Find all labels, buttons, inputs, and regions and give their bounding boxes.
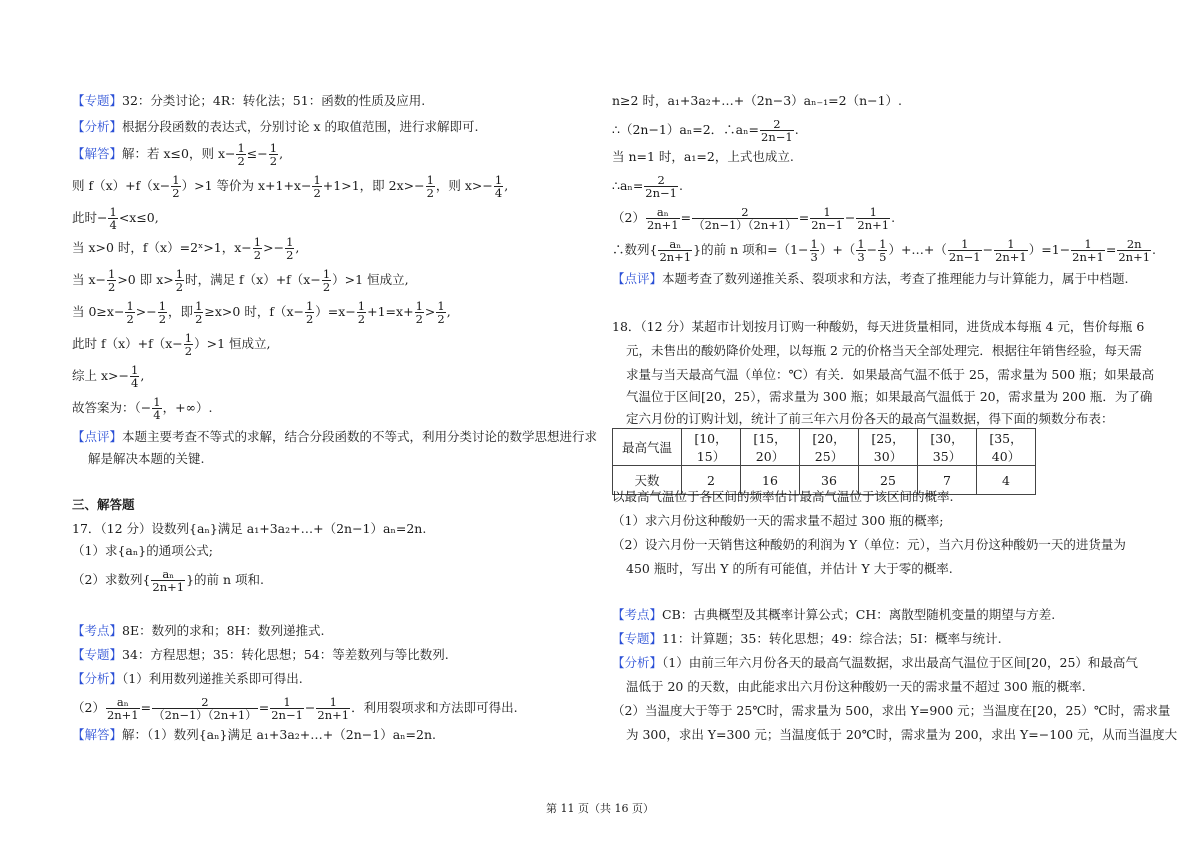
- table-cell: [25，30）: [859, 429, 918, 466]
- question-18-text: 以最高气温位于各区间的频率估计最高气温位于该区间的概率.: [612, 489, 954, 504]
- table-cell: [10，15）: [682, 429, 741, 466]
- solution-line: 综上 x>− $\frac{1}{4}$ ,: [72, 363, 145, 390]
- question-18-text: 气温位于区间[20，25），需求量为 300 瓶；如果最高气温低于 20，需求量为 200 瓶．为了确: [626, 389, 1153, 404]
- topic-line: 【专题】32：分类讨论；4R：转化法；51：函数的性质及应用.: [72, 93, 426, 108]
- analysis-line: 【分析】根据分段函数的表达式，分别讨论 x 的取值范围，进行求解即可.: [72, 119, 479, 134]
- table-cell: [30，35）: [918, 429, 977, 466]
- topic-line: 【专题】11：计算题；35：转化思想；49：综合法；5I：概率与统计.: [612, 631, 1002, 646]
- table-cell: 4: [977, 466, 1036, 495]
- exam-point-line: 【考点】8E：数列的求和；8H：数列递推式.: [72, 623, 325, 638]
- solution-line: ∴数列{ $\frac{\text{aₙ}}{2n+1}$ }的前 n 项和=（1− $\frac{1}{3}$ ）+（ $\frac{1}{3}$ − $\frac{1}{5}$ ）+…+（ $\frac{1}{2n-1}$ − $\frac{1}{2n+1}$ ）=1− $\frac{1}{2n+1}$ = $\frac{2n}{2n+1}$ .: [612, 237, 1157, 264]
- exam-point-line: 【考点】CB：古典概型及其概率计算公式；CH：离散型随机变量的期望与方差.: [612, 607, 1056, 622]
- question-17-part2: （2）求数列{ $\frac{\text{aₙ}}{2n+1}$ }的前 n 项和.: [72, 567, 265, 594]
- solution-line: 当 x>0 时，f（x）=2ˣ>1，x− $\frac{1}{2}$ >− $\frac{1}{2}$ ,: [72, 235, 300, 262]
- question-18-part1: （1）求六月份这种酸奶一天的需求量不超过 300 瓶的概率;: [612, 513, 944, 528]
- table-cell: 2: [682, 466, 741, 495]
- analysis-line: 为 300，求出 Y=300 元；当温度低于 20℃时，需求量为 200，求出 Y=−100 元，从而当温度大: [626, 727, 1178, 742]
- solution-line: 当 x− $\frac{1}{2}$ >0 即 x> $\frac{1}{2}$ 时，满足 f（x）+f（x− $\frac{1}{2}$ ）>1 恒成立,: [72, 267, 409, 294]
- table-cell: 7: [918, 466, 977, 495]
- page-footer: 第 11 页（共 16 页）: [546, 802, 654, 815]
- table-cell: [35，40）: [977, 429, 1036, 466]
- analysis-line: （2） $\frac{\text{aₙ}}{2n+1}$ = $\frac{2}{(2n-1)(2n+1)}$ = $\frac{1}{2n-1}$ − $\frac{1}{2n+1}$ ．利用裂项求和方法即可得出.: [72, 695, 518, 722]
- analysis-line: （2）当温度大于等于 25℃时，需求量为 500，求出 Y=900 元；当温度在[20，25）℃时，需求量: [612, 703, 1171, 718]
- section-heading: 三、解答题: [72, 497, 135, 512]
- table-cell: 16: [741, 466, 800, 495]
- solution-line: （2） $\frac{\text{aₙ}}{2n+1}$ = $\frac{2}{(2n-1)(2n+1)}$ = $\frac{1}{2n-1}$ − $\frac{1}{2n+1}$ .: [612, 205, 896, 232]
- solution-line: 【解答】解：若 x≤0，则 x− $\frac{1}{2}$ ≤− $\frac{1}{2}$ ,: [72, 141, 284, 168]
- question-17: 17．（12 分）设数列{aₙ}满足 a₁+3a₂+…+（2n−1）aₙ=2n.: [72, 521, 427, 536]
- table-cell: 天数: [613, 466, 682, 495]
- solution-line: 则 f（x）+f（x− $\frac{1}{2}$ ）>1 等价为 x+1+x− $\frac{1}{2}$ +1>1，即 2x>− $\frac{1}{2}$ ，则 x>− $\frac{1}{4}$ ,: [72, 173, 509, 200]
- question-18-text: 定六月份的订购计划，统计了前三年六月份各天的最高气温数据，得下面的频数分布表：: [626, 411, 1114, 426]
- comment-line: 解是解决本题的关键.: [88, 451, 205, 466]
- analysis-line: 【分析】（1）利用数列递推关系即可得出.: [72, 671, 303, 686]
- question-18-text: 求量与当天最高气温（单位：℃）有关．如果最高气温不低于 25，需求量为 500 瓶；如果最高: [626, 367, 1155, 382]
- table-cell: 36: [800, 466, 859, 495]
- table-cell: [20，25）: [800, 429, 859, 466]
- solution-line: 此时 f（x）+f（x− $\frac{1}{2}$ ）>1 恒成立,: [72, 331, 271, 358]
- solution-line: n≥2 时，a₁+3a₂+…+（2n−3）aₙ₋₁=2（n−1）.: [612, 93, 903, 108]
- solution-line: 此时− $\frac{1}{4}$ <x≤0,: [72, 205, 159, 232]
- table-cell: [15，20）: [741, 429, 800, 466]
- question-18-part2: 450 瓶时，写出 Y 的所有可能值，并估计 Y 大于零的概率.: [626, 561, 953, 576]
- answer-line: 故答案为：（− $\frac{1}{4}$ ，+∞）.: [72, 395, 213, 422]
- solution-line: ∴（2n−1）aₙ=2．∴aₙ= $\frac{2}{2n-1}$ .: [612, 117, 799, 144]
- comment-line: 【点评】本题主要考查不等式的求解，结合分段函数的不等式，利用分类讨论的数学思想进行求: [72, 429, 598, 444]
- analysis-line: 温低于 20 的天数，由此能求出六月份这种酸奶一天的需求量不超过 300 瓶的概率.: [626, 679, 1086, 694]
- comment-line: 【点评】本题考查了数列递推关系、裂项求和方法，考查了推理能力与计算能力，属于中档题.: [612, 271, 1129, 286]
- solution-line: 当 n=1 时，a₁=2，上式也成立.: [612, 149, 794, 164]
- table-row: [613, 429, 1036, 466]
- solution-line: 【解答】解：（1）数列{aₙ}满足 a₁+3a₂+…+（2n−1）aₙ=2n.: [72, 727, 436, 742]
- question-17-part1: （1）求{aₙ}的通项公式;: [72, 543, 213, 558]
- frequency-table: [612, 428, 1036, 495]
- topic-line: 【专题】34：方程思想；35：转化思想；54：等差数列与等比数列.: [72, 647, 449, 662]
- analysis-line: 【分析】（1）由前三年六月份各天的最高气温数据，求出最高气温位于区间[20，25）和最高气: [612, 655, 1138, 670]
- solution-line: 当 0≥x− $\frac{1}{2}$ >− $\frac{1}{2}$ ，即 $\frac{1}{2}$ ≥x>0 时，f（x− $\frac{1}{2}$ ）=x− $\frac{1}{2}$ +1=x+ $\frac{1}{2}$ > $\frac{1}{2}$ ,: [72, 299, 451, 326]
- question-18: 18．（12 分）某超市计划按月订购一种酸奶，每天进货量相同，进货成本每瓶 4 元，售价每瓶 6: [612, 319, 1145, 334]
- question-18-text: 元，未售出的酸奶降价处理，以每瓶 2 元的价格当天全部处理完．根据往年销售经验，每天需: [626, 343, 1142, 358]
- question-18-part2: （2）设六月份一天销售这种酸奶的利润为 Y（单位：元），当六月份这种酸奶一天的进货量为: [612, 537, 1126, 552]
- table-cell: 25: [859, 466, 918, 495]
- solution-line: ∴aₙ= $\frac{2}{2n-1}$ .: [612, 173, 683, 200]
- table-cell: 最高气温: [613, 429, 682, 466]
